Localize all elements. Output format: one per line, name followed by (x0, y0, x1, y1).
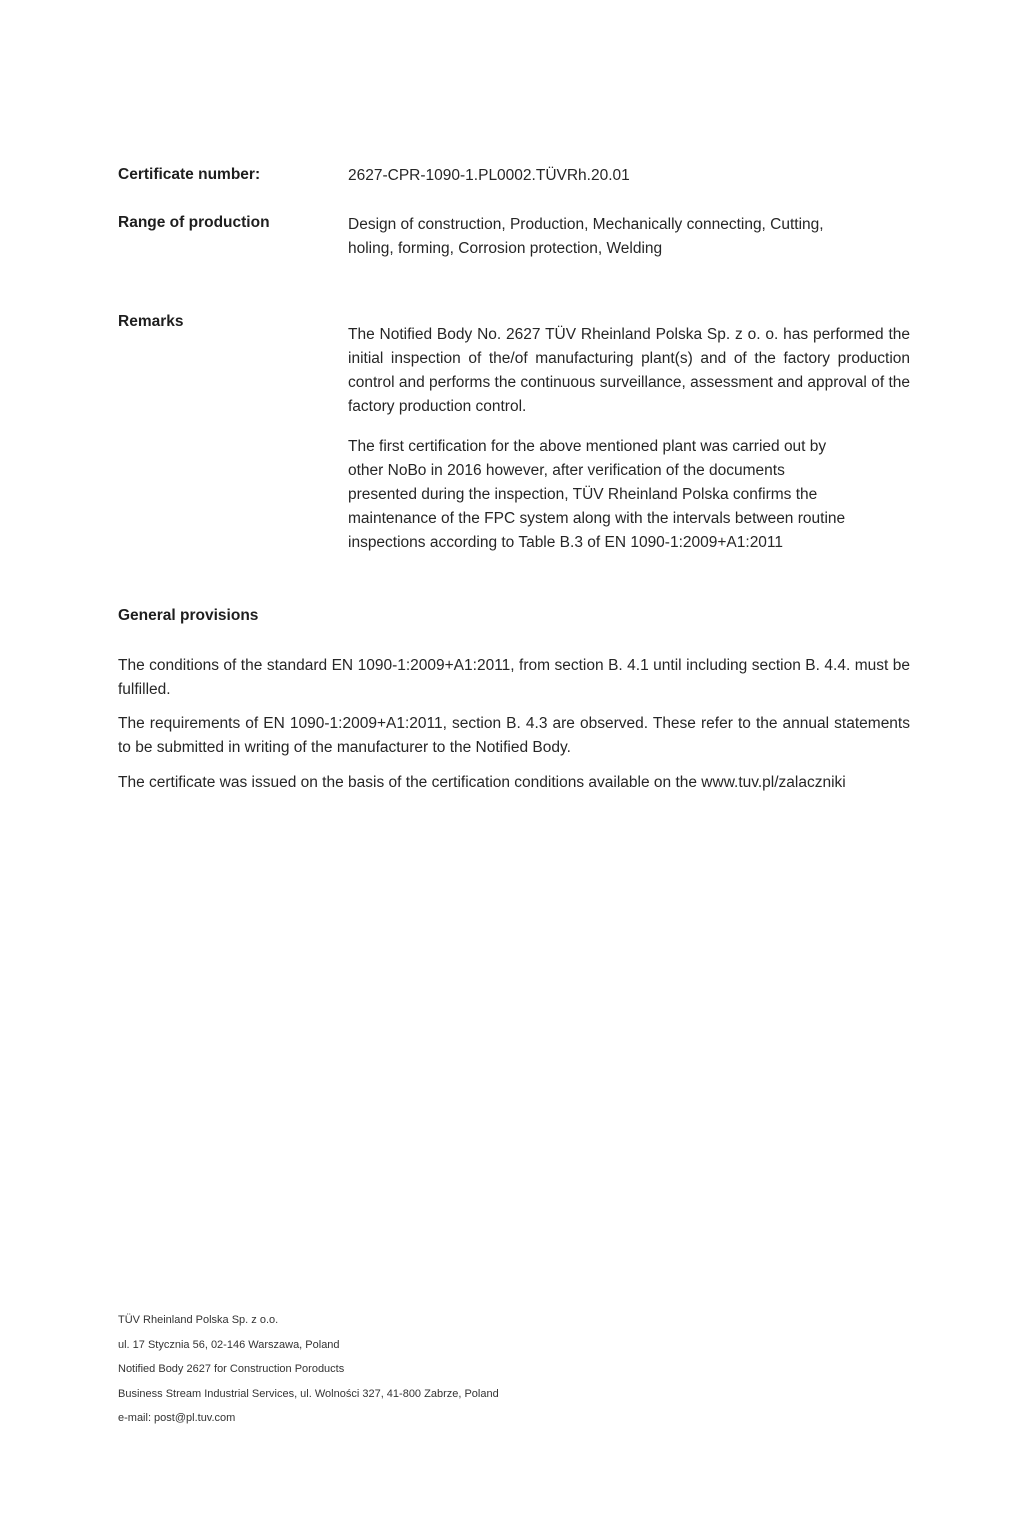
remarks-paragraph-2 (348, 435, 910, 555)
range-of-production-value (348, 213, 910, 261)
range-of-production-label: Range of production (118, 214, 270, 231)
remarks-paragraph-2-line: presented during the inspection, TÜV Rheinland Polska confirms the (348, 486, 818, 503)
remarks-paragraph-2-line: other NoBo in 2016 however, after verification of the documents (348, 462, 785, 479)
footer-company-name: TÜV Rheinland Polska Sp. z o.o. (118, 1314, 279, 1326)
footer-address: ul. 17 Stycznia 56, 02-146 Warszawa, Poland (118, 1339, 340, 1351)
general-provisions-paragraph-2: The requirements of EN 1090-1:2009+A1:2011, section B. 4.3 are observed. These refer to the annual statements to be submitted in writing of the manufacturer to the Notified Body. (118, 715, 910, 756)
remarks-paragraph-1: The Notified Body No. 2627 TÜV Rheinland Polska Sp. z o. o. has performed the initial inspection of the/of manufacturing plant(s) and of the factory production control and performs the continuous surveillance, assessment and approval of the factory production control. (348, 326, 910, 415)
certificate-number-value: 2627-CPR-1090-1.PL0002.TÜVRh.20.01 (348, 167, 630, 184)
footer-business-stream: Business Stream Industrial Services, ul. Wolności 327, 41-800 Zabrze, Poland (118, 1388, 499, 1400)
certificate-number-label: Certificate number: (118, 166, 261, 183)
remarks-paragraph-2-line: The first certification for the above mentioned plant was carried out by (348, 438, 827, 455)
general-provisions-paragraph-1: The conditions of the standard EN 1090-1:2009+A1:2011, from section B. 4.1 until including section B. 4.4. must be fulfilled. (118, 657, 910, 698)
range-of-production-line: holing, forming, Corrosion protection, Welding (348, 240, 663, 257)
remarks-paragraph-2-line: inspections according to Table B.3 of EN 1090-1:2009+A1:2011 (348, 534, 784, 551)
footer-email: e-mail: post@pl.tuv.com (118, 1412, 236, 1424)
general-provisions-heading: General provisions (118, 607, 259, 624)
remarks-paragraph-2-line: maintenance of the FPC system along with the intervals between routine (348, 510, 846, 527)
general-provisions-paragraph-3: The certificate was issued on the basis of the certification conditions available on the www.tuv.pl/zalaczniki (118, 774, 846, 791)
footer-notified-body: Notified Body 2627 for Construction Poroducts (118, 1363, 345, 1375)
remarks-label: Remarks (118, 313, 184, 330)
range-of-production-line: Design of construction, Production, Mechanically connecting, Cutting, (348, 216, 824, 233)
